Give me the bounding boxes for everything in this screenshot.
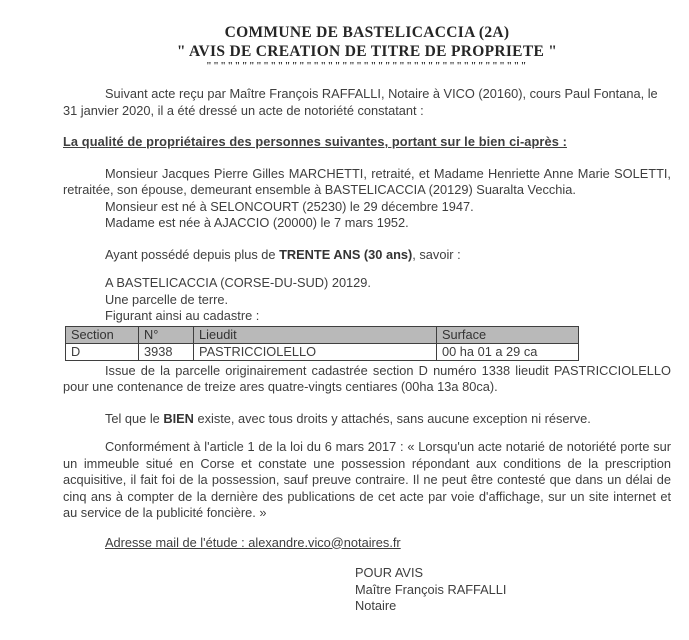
cadastre-intro-line: Figurant ainsi au cadastre : xyxy=(105,308,260,323)
birth-line-madame: Madame est née à AJACCIO (20000) le 7 mars 1952. xyxy=(105,215,409,230)
column-header-section: Section xyxy=(66,326,139,343)
column-header-lieudit: Lieudit xyxy=(194,326,437,343)
origin-paragraph: Issue de la parcelle originairement cadastrée section D numéro 1338 lieudit PASTRICCIOLELLO pour une contenance de treize ares quatre-vingts centiares (00ha 13a 80ca). xyxy=(63,362,671,394)
quote-separator: """"""""""""""""""""""""""""""""""""""""""""" xyxy=(206,61,528,72)
bien-suffix: existe, avec tous droits y attachés, sans aucune exception ni réserve. xyxy=(193,410,591,426)
cell-surface: 00 ha 01 a 29 ca xyxy=(437,343,579,360)
commune-title: COMMUNE DE BASTELICACCIA (2A) xyxy=(224,24,510,41)
property-location-line: A BASTELICACCIA (CORSE-DU-SUD) 20129. xyxy=(105,275,371,290)
law-paragraph: Conformément à l'article 1 de la loi du 6 mars 2017 : « Lorsqu'un acte notarié de notoriété porte sur un immeuble situé en Corse et constate une possession répondant aux conditions de la prescription acquisitive, il fait foi de la possession, sauf preuve contraire. Il ne peut être contesté que dans un délai de cinq ans à compter de la dernière des publications de cet acte par voie d'affichage, sur un site internet et au service de la publicité foncière. » xyxy=(63,439,671,520)
cell-lieudit: PASTRICCIOLELLO xyxy=(194,343,437,360)
notary-name-line: Maître François RAFFALLI xyxy=(355,581,507,597)
birth-line-monsieur: Monsieur est né à SELONCOURT (25230) le 29 décembre 1947. xyxy=(105,198,474,214)
bien-word: BIEN xyxy=(163,410,194,426)
bien-prefix: Tel que le xyxy=(105,410,164,426)
document-header xyxy=(63,24,671,72)
pour-avis-line: POUR AVIS xyxy=(355,565,424,580)
cell-section: D xyxy=(66,343,139,360)
notary-title-line: Notaire xyxy=(355,598,397,613)
column-header-numero: N° xyxy=(139,326,194,343)
cadastre-table xyxy=(65,326,579,361)
possession-line xyxy=(63,247,671,264)
possession-suffix: , savoir : xyxy=(412,246,461,262)
property-type-line: Une parcelle de terre. xyxy=(105,291,229,307)
column-header-surface: Surface xyxy=(437,326,579,343)
owners-paragraph: Monsieur Jacques Pierre Gilles MARCHETTI, retraité, et Madame Henriette Anne Marie SOLETTI, retraitée, son épouse, demeurant ensemble à BASTELICACCIA (20129) Suaralta Vecchia. xyxy=(63,165,671,197)
bien-line xyxy=(63,411,671,428)
cadastre-header-row xyxy=(66,326,579,343)
possession-prefix: Ayant possédé depuis plus de xyxy=(105,246,280,262)
possession-duration: TRENTE ANS (30 ans) xyxy=(279,246,413,262)
signature-block xyxy=(355,565,671,615)
email-line: Adresse mail de l'étude : alexandre.vico@notaires.fr xyxy=(105,534,401,550)
intro-paragraph: Suivant acte reçu par Maître François RAFFALLI, Notaire à VICO (20160), cours Paul Fontana, le 31 janvier 2020, il a été dressé un acte de notoriété constatant : xyxy=(63,86,658,118)
avis-title: " AVIS DE CREATION DE TITRE DE PROPRIETE " xyxy=(176,43,558,60)
cadastre-data-row xyxy=(66,343,579,360)
cell-numero: 3938 xyxy=(139,343,194,360)
section-heading: La qualité de propriétaires des personnes suivantes, portant sur le bien ci-après : xyxy=(63,134,567,149)
